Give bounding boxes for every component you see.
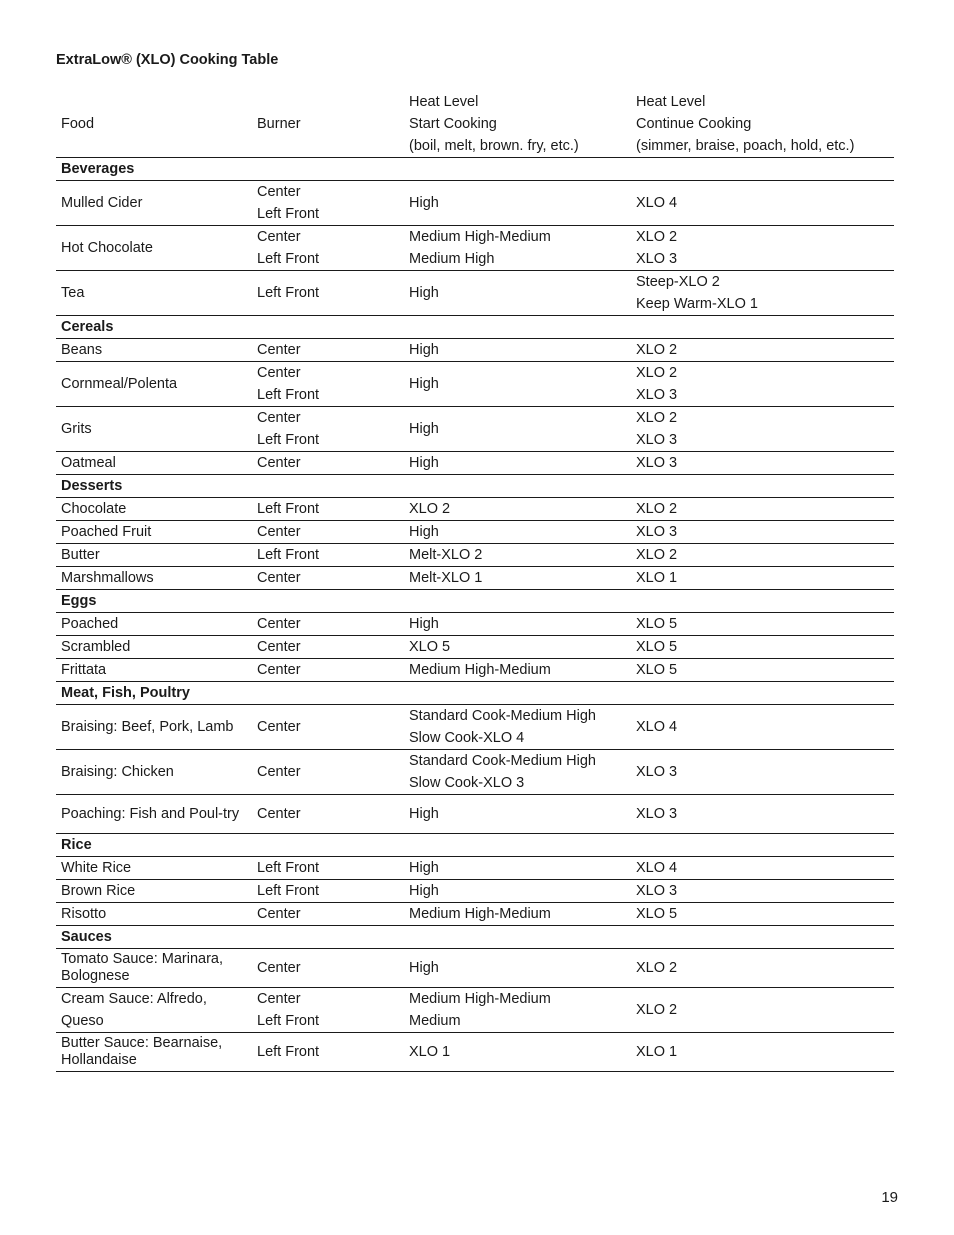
continue-heat-cell bbox=[631, 452, 894, 475]
cell-line: Left Front bbox=[257, 206, 320, 222]
continue-heat-cell bbox=[631, 988, 894, 1033]
start-heat-cell bbox=[404, 795, 631, 834]
category-row bbox=[56, 158, 894, 181]
cell-line: Center bbox=[257, 616, 301, 632]
cell-line: Standard Cook-Medium High bbox=[409, 753, 596, 769]
continue-heat-cell bbox=[631, 339, 894, 362]
burner-cell bbox=[252, 636, 404, 659]
food-name: Poached bbox=[61, 616, 119, 632]
table-row bbox=[56, 949, 894, 988]
burner-cell bbox=[252, 988, 404, 1033]
cell-line: XLO 3 bbox=[636, 806, 678, 822]
cell-line: Medium High-Medium bbox=[409, 906, 551, 922]
food-cell bbox=[56, 903, 252, 926]
burner-cell bbox=[252, 271, 404, 316]
burner-cell bbox=[252, 498, 404, 521]
start-heat-cell bbox=[404, 880, 631, 903]
cell-line: High bbox=[409, 960, 439, 976]
food-name: Oatmeal bbox=[61, 455, 116, 471]
start-heat-cell bbox=[404, 705, 631, 750]
cell-line: High bbox=[409, 285, 439, 301]
start-heat-cell bbox=[404, 498, 631, 521]
food-name: Mulled Cider bbox=[61, 195, 143, 211]
table-header bbox=[56, 90, 894, 158]
continue-heat-cell bbox=[631, 226, 894, 271]
burner-cell bbox=[252, 181, 404, 226]
continue-heat-cell bbox=[631, 857, 894, 880]
cell-line: XLO 5 bbox=[409, 639, 451, 655]
food-cell bbox=[56, 452, 252, 475]
burner-cell bbox=[252, 544, 404, 567]
continue-heat-cell bbox=[631, 567, 894, 590]
table-row bbox=[56, 498, 894, 521]
continue-heat-cell bbox=[631, 880, 894, 903]
start-heat-cell bbox=[404, 181, 631, 226]
table-row bbox=[56, 271, 894, 316]
category-label: Meat, Fish, Poultry bbox=[56, 682, 894, 705]
table-row bbox=[56, 362, 894, 407]
start-heat-cell bbox=[404, 949, 631, 988]
cell-line: Left Front bbox=[257, 387, 320, 403]
page-number: 19 bbox=[881, 1189, 898, 1206]
burner-cell bbox=[252, 226, 404, 271]
cell-line: XLO 3 bbox=[636, 432, 678, 448]
table-row bbox=[56, 544, 894, 567]
category-label: Rice bbox=[56, 834, 894, 857]
food-name: Grits bbox=[61, 421, 92, 437]
table-row bbox=[56, 407, 894, 452]
category-row bbox=[56, 926, 894, 949]
burner-cell bbox=[252, 339, 404, 362]
burner-cell bbox=[252, 750, 404, 795]
header-start bbox=[404, 90, 631, 158]
cell-line: XLO 2 bbox=[409, 501, 451, 517]
table-row bbox=[56, 795, 894, 834]
cell-line: Medium High-Medium bbox=[409, 662, 551, 678]
table-body bbox=[56, 158, 894, 1072]
cell-line: XLO 2 bbox=[636, 410, 678, 426]
category-label: Cereals bbox=[56, 316, 894, 339]
food-cell bbox=[56, 795, 252, 834]
cell-line: High bbox=[409, 455, 439, 471]
category-row bbox=[56, 316, 894, 339]
food-cell bbox=[56, 407, 252, 452]
food-cell bbox=[56, 362, 252, 407]
food-cell bbox=[56, 636, 252, 659]
burner-cell bbox=[252, 567, 404, 590]
table-row bbox=[56, 750, 894, 795]
cell-line: XLO 3 bbox=[636, 764, 678, 780]
cell-line: Center bbox=[257, 719, 301, 735]
continue-heat-cell bbox=[631, 1033, 894, 1072]
cell-line: XLO 5 bbox=[636, 639, 678, 655]
burner-cell bbox=[252, 452, 404, 475]
cell-line: Left Front bbox=[257, 285, 320, 301]
food-cell bbox=[56, 544, 252, 567]
cell-line: Left Front bbox=[257, 860, 320, 876]
start-heat-cell bbox=[404, 659, 631, 682]
burner-cell bbox=[252, 407, 404, 452]
food-name: Scrambled bbox=[61, 639, 131, 655]
category-row bbox=[56, 590, 894, 613]
cell-line: Center bbox=[257, 991, 301, 1007]
header-burner bbox=[252, 90, 404, 158]
food-name: Tomato Sauce: Marinara, Bolognese bbox=[61, 951, 223, 984]
cell-line: Medium High bbox=[409, 251, 495, 267]
continue-heat-cell bbox=[631, 795, 894, 834]
cell-line: Center bbox=[257, 410, 301, 426]
food-name: Risotto bbox=[61, 906, 107, 922]
start-heat-cell bbox=[404, 1033, 631, 1072]
cell-line: Center bbox=[257, 455, 301, 471]
food-name: Brown Rice bbox=[61, 883, 136, 899]
continue-heat-cell bbox=[631, 613, 894, 636]
food-cell bbox=[56, 226, 252, 271]
cell-line: XLO 5 bbox=[636, 662, 678, 678]
start-heat-cell bbox=[404, 988, 631, 1033]
category-label: Sauces bbox=[56, 926, 894, 949]
start-heat-cell bbox=[404, 339, 631, 362]
header-line: Heat Level bbox=[636, 93, 706, 110]
cell-line: High bbox=[409, 376, 439, 392]
cell-line: Center bbox=[257, 906, 301, 922]
food-cell bbox=[56, 613, 252, 636]
table-row bbox=[56, 339, 894, 362]
cell-line: XLO 2 bbox=[636, 365, 678, 381]
continue-heat-cell bbox=[631, 705, 894, 750]
cell-line: XLO 4 bbox=[636, 195, 678, 211]
food-cell bbox=[56, 880, 252, 903]
cell-line: Center bbox=[257, 342, 301, 358]
cell-line: Keep Warm-XLO 1 bbox=[636, 296, 758, 312]
food-cell bbox=[56, 659, 252, 682]
cell-line: Center bbox=[257, 524, 301, 540]
header-line: Heat Level bbox=[409, 93, 479, 110]
table-row bbox=[56, 903, 894, 926]
xlo-cooking-table bbox=[56, 90, 894, 1072]
start-heat-cell bbox=[404, 362, 631, 407]
cell-line: XLO 2 bbox=[636, 547, 678, 563]
continue-heat-cell bbox=[631, 181, 894, 226]
food-cell bbox=[56, 521, 252, 544]
continue-heat-cell bbox=[631, 407, 894, 452]
cell-line: XLO 2 bbox=[636, 960, 678, 976]
header-food bbox=[56, 90, 252, 158]
food-name: Hot Chocolate bbox=[61, 240, 153, 256]
category-row bbox=[56, 475, 894, 498]
food-cell bbox=[56, 988, 252, 1033]
burner-cell bbox=[252, 613, 404, 636]
cell-line: XLO 5 bbox=[636, 906, 678, 922]
cell-line: Left Front bbox=[257, 432, 320, 448]
start-heat-cell bbox=[404, 407, 631, 452]
category-row bbox=[56, 834, 894, 857]
cell-line: Left Front bbox=[257, 1044, 320, 1060]
table-row bbox=[56, 181, 894, 226]
cell-line: XLO 3 bbox=[636, 455, 678, 471]
continue-heat-cell bbox=[631, 750, 894, 795]
cell-line: Center bbox=[257, 365, 301, 381]
start-heat-cell bbox=[404, 750, 631, 795]
start-heat-cell bbox=[404, 903, 631, 926]
table-row bbox=[56, 857, 894, 880]
cell-line: High bbox=[409, 883, 439, 899]
table-row bbox=[56, 705, 894, 750]
food-name: Chocolate bbox=[61, 501, 127, 517]
food-name: Poached Fruit bbox=[61, 524, 152, 540]
continue-heat-cell bbox=[631, 521, 894, 544]
cell-line: XLO 4 bbox=[636, 719, 678, 735]
cell-line: XLO 3 bbox=[636, 524, 678, 540]
category-row bbox=[56, 682, 894, 705]
food-name: Braising: Chicken bbox=[61, 764, 174, 780]
food-name: Marshmallows bbox=[61, 570, 154, 586]
continue-heat-cell bbox=[631, 544, 894, 567]
start-heat-cell bbox=[404, 567, 631, 590]
table-row bbox=[56, 880, 894, 903]
burner-cell bbox=[252, 857, 404, 880]
cell-line: Slow Cook-XLO 3 bbox=[409, 775, 525, 791]
cell-line: High bbox=[409, 342, 439, 358]
burner-cell bbox=[252, 705, 404, 750]
cell-line: Left Front bbox=[257, 1013, 320, 1029]
table-row bbox=[56, 567, 894, 590]
burner-cell bbox=[252, 362, 404, 407]
start-heat-cell bbox=[404, 226, 631, 271]
cell-line: Medium bbox=[409, 1013, 461, 1029]
cell-line: Left Front bbox=[257, 547, 320, 563]
food-name: Tea bbox=[61, 285, 85, 301]
cell-line: Center bbox=[257, 570, 301, 586]
cell-line: XLO 1 bbox=[636, 1044, 678, 1060]
continue-heat-cell bbox=[631, 271, 894, 316]
header-line: (boil, melt, brown. fry, etc.) bbox=[409, 137, 579, 154]
cell-line: Melt-XLO 1 bbox=[409, 570, 483, 586]
food-name: Cornmeal/Polenta bbox=[61, 376, 178, 392]
food-name: Butter Sauce: Bearnaise, Hollandaise bbox=[61, 1035, 223, 1068]
cell-line: Steep-XLO 2 bbox=[636, 274, 720, 290]
table-row bbox=[56, 636, 894, 659]
cell-line: XLO 2 bbox=[636, 1002, 678, 1018]
cell-line: XLO 3 bbox=[636, 387, 678, 403]
cell-line: XLO 1 bbox=[409, 1044, 451, 1060]
header-continue bbox=[631, 90, 894, 158]
table-row bbox=[56, 988, 894, 1033]
food-cell bbox=[56, 705, 252, 750]
burner-cell bbox=[252, 795, 404, 834]
header-line: (simmer, braise, poach, hold, etc.) bbox=[636, 137, 855, 154]
cell-line: XLO 4 bbox=[636, 860, 678, 876]
burner-cell bbox=[252, 903, 404, 926]
continue-heat-cell bbox=[631, 636, 894, 659]
table-row bbox=[56, 613, 894, 636]
food-cell bbox=[56, 750, 252, 795]
cell-line: XLO 3 bbox=[636, 883, 678, 899]
food-cell bbox=[56, 1033, 252, 1072]
start-heat-cell bbox=[404, 544, 631, 567]
food-name: Cream Sauce: Alfredo, Queso bbox=[61, 991, 207, 1029]
continue-heat-cell bbox=[631, 362, 894, 407]
start-heat-cell bbox=[404, 452, 631, 475]
cell-line: Left Front bbox=[257, 501, 320, 517]
start-heat-cell bbox=[404, 613, 631, 636]
cell-line: Slow Cook-XLO 4 bbox=[409, 730, 525, 746]
continue-heat-cell bbox=[631, 498, 894, 521]
cell-line: XLO 1 bbox=[636, 570, 678, 586]
continue-heat-cell bbox=[631, 949, 894, 988]
food-cell bbox=[56, 339, 252, 362]
table-row bbox=[56, 659, 894, 682]
continue-heat-cell bbox=[631, 659, 894, 682]
cell-line: Center bbox=[257, 662, 301, 678]
header-line: Continue Cooking bbox=[636, 115, 752, 132]
start-heat-cell bbox=[404, 857, 631, 880]
cell-line: XLO 2 bbox=[636, 342, 678, 358]
cell-line: High bbox=[409, 524, 439, 540]
cell-line: XLO 3 bbox=[636, 251, 678, 267]
cell-line: XLO 5 bbox=[636, 616, 678, 632]
cell-line: High bbox=[409, 860, 439, 876]
header-line: Food bbox=[61, 115, 95, 132]
cell-line: Center bbox=[257, 806, 301, 822]
cell-line: Center bbox=[257, 960, 301, 976]
cell-line: XLO 2 bbox=[636, 229, 678, 245]
cell-line: High bbox=[409, 421, 439, 437]
food-cell bbox=[56, 949, 252, 988]
start-heat-cell bbox=[404, 636, 631, 659]
header-line: Start Cooking bbox=[409, 115, 497, 132]
start-heat-cell bbox=[404, 271, 631, 316]
cell-line: Center bbox=[257, 229, 301, 245]
burner-cell bbox=[252, 880, 404, 903]
category-label: Desserts bbox=[56, 475, 894, 498]
cell-line: Center bbox=[257, 764, 301, 780]
table-row bbox=[56, 521, 894, 544]
category-label: Beverages bbox=[56, 158, 894, 181]
burner-cell bbox=[252, 949, 404, 988]
food-name: Butter bbox=[61, 547, 100, 563]
header-line: Burner bbox=[257, 115, 301, 132]
category-label: Eggs bbox=[56, 590, 894, 613]
burner-cell bbox=[252, 659, 404, 682]
table-row bbox=[56, 226, 894, 271]
food-cell bbox=[56, 271, 252, 316]
continue-heat-cell bbox=[631, 903, 894, 926]
food-name: Frittata bbox=[61, 662, 107, 678]
food-cell bbox=[56, 181, 252, 226]
table-row bbox=[56, 1033, 894, 1072]
cell-line: High bbox=[409, 806, 439, 822]
food-cell bbox=[56, 857, 252, 880]
food-name: Beans bbox=[61, 342, 103, 358]
cell-line: High bbox=[409, 616, 439, 632]
start-heat-cell bbox=[404, 521, 631, 544]
burner-cell bbox=[252, 1033, 404, 1072]
food-name: Braising: Beef, Pork, Lamb bbox=[61, 719, 234, 735]
cell-line: Left Front bbox=[257, 251, 320, 267]
cell-line: Center bbox=[257, 639, 301, 655]
cell-line: XLO 2 bbox=[636, 501, 678, 517]
food-cell bbox=[56, 567, 252, 590]
food-name: White Rice bbox=[61, 860, 132, 876]
food-name: Poaching: Fish and Poul-try bbox=[61, 805, 240, 822]
table-row bbox=[56, 452, 894, 475]
food-cell bbox=[56, 498, 252, 521]
cell-line: Medium High-Medium bbox=[409, 229, 551, 245]
cell-line: Center bbox=[257, 184, 301, 200]
burner-cell bbox=[252, 521, 404, 544]
cell-line: Melt-XLO 2 bbox=[409, 547, 483, 563]
page-title: ExtraLow® (XLO) Cooking Table bbox=[56, 52, 279, 68]
cell-line: Left Front bbox=[257, 883, 320, 899]
cell-line: High bbox=[409, 195, 439, 211]
cell-line: Standard Cook-Medium High bbox=[409, 708, 596, 724]
cell-line: Medium High-Medium bbox=[409, 991, 551, 1007]
